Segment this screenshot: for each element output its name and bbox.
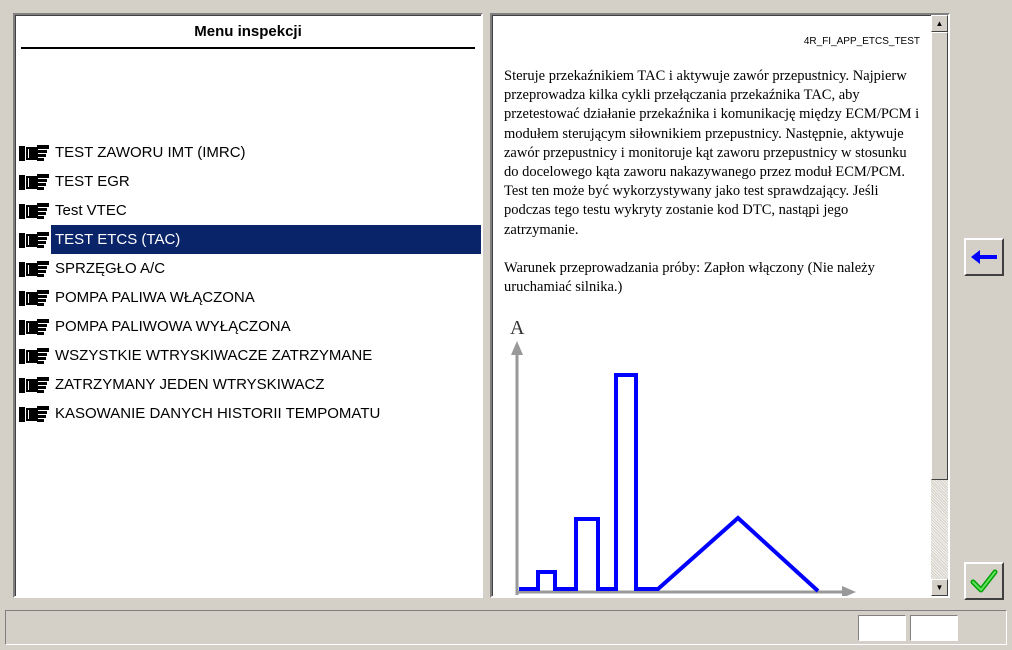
menu-item[interactable] <box>19 341 481 370</box>
pointing-hand-icon <box>19 346 51 366</box>
menu-item[interactable] <box>19 312 481 341</box>
pointing-hand-icon <box>19 288 51 308</box>
pointing-hand-icon <box>19 317 51 337</box>
test-condition: Warunek przeprowadzania próby: Zapłon włączony (Nie należy uruchamiać silnika.) <box>504 260 875 296</box>
scroll-down-button[interactable] <box>931 579 948 596</box>
pointing-hand-icon <box>19 172 51 192</box>
document-id: 4R_FI_APP_ETCS_TEST <box>803 36 920 47</box>
menu-list <box>19 138 481 428</box>
left-arrow-icon <box>970 247 998 267</box>
menu-item-label: POMPA PALIWA WŁĄCZONA <box>55 289 255 306</box>
menu-item[interactable] <box>19 225 481 254</box>
triangle-down-icon: ▼ <box>935 583 944 592</box>
menu-item-label: ZATRZYMANY JEDEN WTRYSKIWACZ <box>55 376 325 393</box>
checkmark-icon <box>970 568 998 594</box>
triangle-up-icon: ▲ <box>935 19 944 28</box>
menu-item-label: TEST ETCS (TAC) <box>51 225 481 254</box>
pointing-hand-icon <box>19 230 51 250</box>
test-description: Steruje przekaźnikiem TAC i aktywuje zawór przepustnicy. Najpierw przeprowadza kilka cykli przełączania przekaźnika TAC, aby przetestować działanie przekaźnika i komunikację między ECM/PCM i modułem sterującym siłownikiem przepustnicy. Następnie, aktywuje zawór przepustnicy i monitoruje kąt zaworu przepustnicy w stosunku do docelowego kąta zaworu nakazywanego przez moduł ECM/PCM. Test ten może być wykorzystywany jako test sprawdzający. Jeśli podczas tego testu wykryty zostanie kod DTC, nastąpi jego zatrzymanie. <box>504 68 920 238</box>
menu-item[interactable] <box>19 254 481 283</box>
status-bar <box>5 610 1007 645</box>
menu-item[interactable] <box>19 196 481 225</box>
menu-title: Menu inspekcji <box>21 21 475 49</box>
pointing-hand-icon <box>19 201 51 221</box>
pointing-hand-icon <box>19 143 51 163</box>
status-field-1 <box>858 615 906 641</box>
menu-item[interactable] <box>19 283 481 312</box>
scroll-thumb[interactable] <box>931 32 948 480</box>
graph-y-axis <box>511 341 523 595</box>
menu-item-label: TEST EGR <box>55 173 130 190</box>
menu-item-label: POMPA PALIWOWA WYŁĄCZONA <box>55 318 291 335</box>
ok-button[interactable] <box>964 562 1004 600</box>
menu-item-label: KASOWANIE DANYCH HISTORII TEMPOMATU <box>55 405 381 422</box>
graph-signal-line <box>519 375 818 591</box>
pointing-hand-icon <box>19 375 51 395</box>
menu-item-label: Test VTEC <box>55 202 127 219</box>
menu-item-label: TEST ZAWORU IMT (IMRC) <box>55 144 246 161</box>
menu-item[interactable] <box>19 399 481 428</box>
scroll-up-button[interactable] <box>931 15 948 32</box>
vertical-scrollbar[interactable] <box>931 15 948 596</box>
signal-graph <box>502 315 862 598</box>
status-field-2 <box>910 615 958 641</box>
inspection-menu-panel <box>13 13 483 598</box>
description-panel <box>490 13 950 598</box>
menu-item-label: WSZYSTKIE WTRYSKIWACZE ZATRZYMANE <box>55 347 373 364</box>
back-button[interactable] <box>964 238 1004 276</box>
menu-item[interactable] <box>19 370 481 399</box>
pointing-hand-icon <box>19 259 51 279</box>
menu-item[interactable] <box>19 138 481 167</box>
menu-item[interactable] <box>19 167 481 196</box>
menu-item-label: SPRZĘGŁO A/C <box>55 260 166 277</box>
graph-axis-label: A <box>510 317 525 339</box>
pointing-hand-icon <box>19 404 51 424</box>
